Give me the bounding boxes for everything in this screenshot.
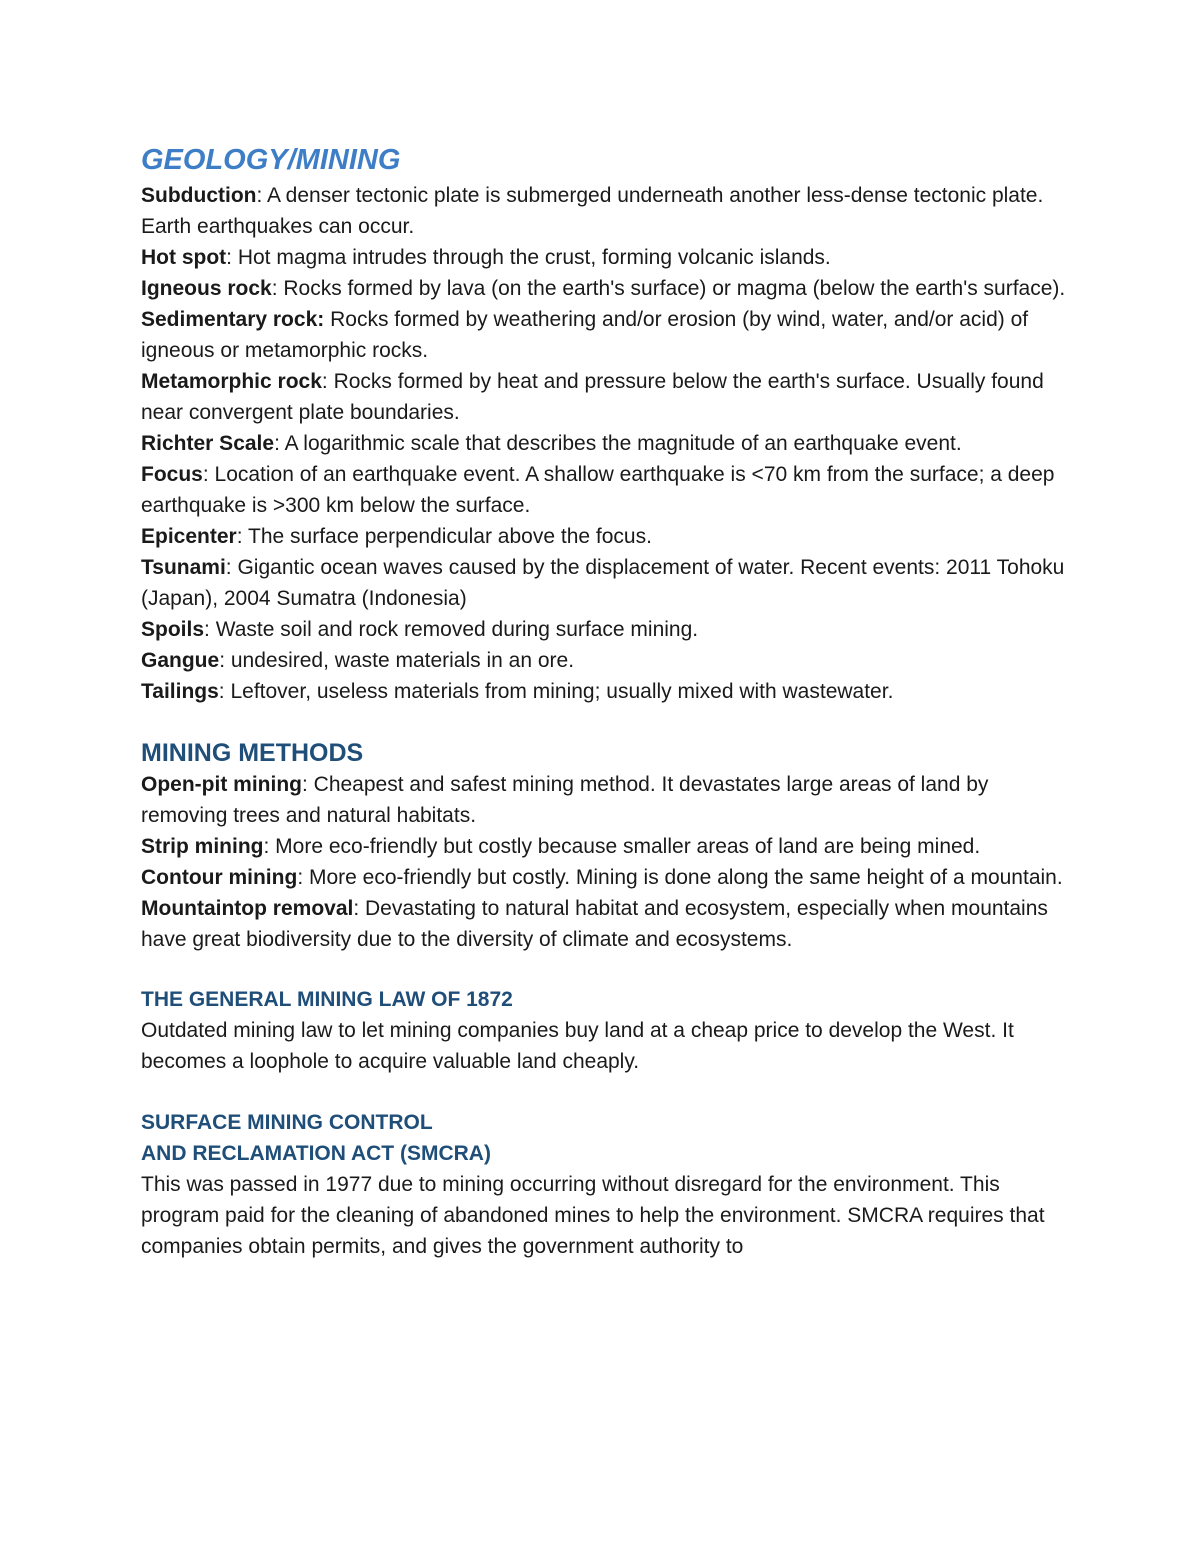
entry-sedimentary-rock: [141, 304, 1071, 366]
entry-separator: :: [226, 246, 238, 269]
entry-separator: :: [225, 556, 238, 579]
section-spacer: [141, 1077, 1071, 1107]
entry-definition: undesired, waste materials in an ore.: [230, 649, 575, 672]
entry-richter-scale: [141, 428, 1071, 459]
entry-term: Metamorphic rock: [141, 370, 322, 393]
entry-epicenter: [141, 521, 1071, 552]
smcra-heading: [141, 1107, 1071, 1169]
entry-term: Mountaintop removal: [141, 897, 354, 920]
mining-law-heading: THE GENERAL MINING LAW OF 1872: [141, 988, 513, 1011]
entry-term: Sedimentary rock:: [141, 308, 325, 331]
entry-open-pit-mining: [141, 769, 1071, 831]
entry-separator: :: [297, 866, 309, 889]
entry-term: Igneous rock: [141, 277, 272, 300]
entry-definition: More eco-friendly but costly because smaller areas of land are being mined.: [275, 835, 981, 858]
entry-term: Hot spot: [141, 246, 227, 269]
entry-definition: Leftover, useless materials from mining; usually mixed with wastewater.: [230, 680, 894, 703]
smcra-text: This was passed in 1977 due to mining occurring without disregard for the environment. This program paid for the cleaning of abandoned mines to help the environment. SMCRA requires that companies obtain permits, and gives the government authority to: [141, 1173, 1045, 1258]
entry-term: Tsunami: [141, 556, 226, 579]
entry-separator: :: [271, 277, 284, 300]
section-spacer: [141, 955, 1071, 984]
entry-definition: Gigantic ocean waves caused by the displacement of water. Recent events: 2011 Tohoku (Japan), 2004 Sumatra (Indonesia): [141, 556, 1065, 610]
smcra-heading-line2: AND RECLAMATION ACT (SMCRA): [141, 1142, 491, 1165]
entry-separator: :: [219, 649, 231, 672]
entry-mountaintop-removal: [141, 893, 1071, 955]
entry-term: Subduction: [141, 184, 257, 207]
section-spacer: [141, 707, 1071, 737]
entry-term: Open-pit mining: [141, 773, 302, 796]
entry-strip-mining: [141, 831, 1071, 862]
entry-term: Gangue: [141, 649, 220, 672]
entry-term: Focus: [141, 463, 203, 486]
entry-focus: [141, 459, 1071, 521]
entry-separator: :: [236, 525, 248, 548]
entry-tailings: [141, 676, 1071, 707]
entry-igneous-rock: [141, 273, 1071, 304]
entry-separator: :: [321, 370, 334, 393]
geology-entries: [141, 180, 1071, 707]
entry-separator: :: [204, 618, 216, 641]
entry-definition: Rocks formed by weathering and/or erosion (by wind, water, and/or acid) of igneous or metamorphic rocks.: [141, 308, 1029, 362]
entry-hot-spot: [141, 242, 1071, 273]
entry-definition: Rocks formed by lava (on the earth's surface) or magma (below the earth's surface).: [283, 277, 1066, 300]
entry-definition: Location of an earthquake event. A shallow earthquake is <70 km from the surface; a deep earthquake is >300 km below the surface.: [141, 463, 1055, 517]
entry-contour-mining: [141, 862, 1071, 893]
entry-separator: :: [218, 680, 231, 703]
entry-subduction: [141, 180, 1071, 242]
entry-separator: :: [202, 463, 215, 486]
entry-separator: :: [263, 835, 276, 858]
entry-tsunami: [141, 552, 1071, 614]
mining-methods-entries: [141, 769, 1071, 955]
entry-separator: :: [274, 432, 285, 455]
entry-term: Epicenter: [141, 525, 237, 548]
document-page: [141, 140, 1071, 1262]
entry-definition: Waste soil and rock removed during surface mining.: [215, 618, 699, 641]
entry-metamorphic-rock: [141, 366, 1071, 428]
entry-term: Strip mining: [141, 835, 264, 858]
mining-methods-heading: MINING METHODS: [141, 739, 364, 767]
entry-definition: Devastating to natural habitat and ecosystem, especially when mountains have great biodiversity due to the diversity of climate and ecosystems.: [141, 897, 1048, 951]
entry-gangue: [141, 645, 1071, 676]
entry-spoils: [141, 614, 1071, 645]
entry-definition: A logarithmic scale that describes the magnitude of an earthquake event.: [284, 432, 962, 455]
entry-definition: Cheapest and safest mining method. It devastates large areas of land by removing trees and natural habitats.: [141, 773, 989, 827]
entry-term: Tailings: [141, 680, 219, 703]
geology-heading: GEOLOGY/MINING: [141, 144, 401, 176]
entry-separator: :: [301, 773, 314, 796]
entry-definition: The surface perpendicular above the focus.: [248, 525, 652, 548]
entry-definition: More eco-friendly but costly. Mining is done along the same height of a mountain.: [308, 866, 1063, 889]
entry-separator: :: [256, 184, 267, 207]
mining-law-text: Outdated mining law to let mining companies buy land at a cheap price to develop the West. It becomes a loophole to acquire valuable land cheaply.: [141, 1019, 1014, 1073]
entry-term: Richter Scale: [141, 432, 275, 455]
entry-term: Contour mining: [141, 866, 298, 889]
entry-separator: :: [353, 897, 366, 920]
entry-term: Spoils: [141, 618, 205, 641]
entry-definition: Rocks formed by heat and pressure below the earth's surface. Usually found near convergent plate boundaries.: [141, 370, 1044, 424]
entry-definition: A denser tectonic plate is submerged underneath another less-dense tectonic plate. Earth earthquakes can occur.: [141, 184, 1044, 238]
smcra-heading-line1: SURFACE MINING CONTROL: [141, 1111, 433, 1134]
entry-definition: Hot magma intrudes through the crust, forming volcanic islands.: [237, 246, 831, 269]
